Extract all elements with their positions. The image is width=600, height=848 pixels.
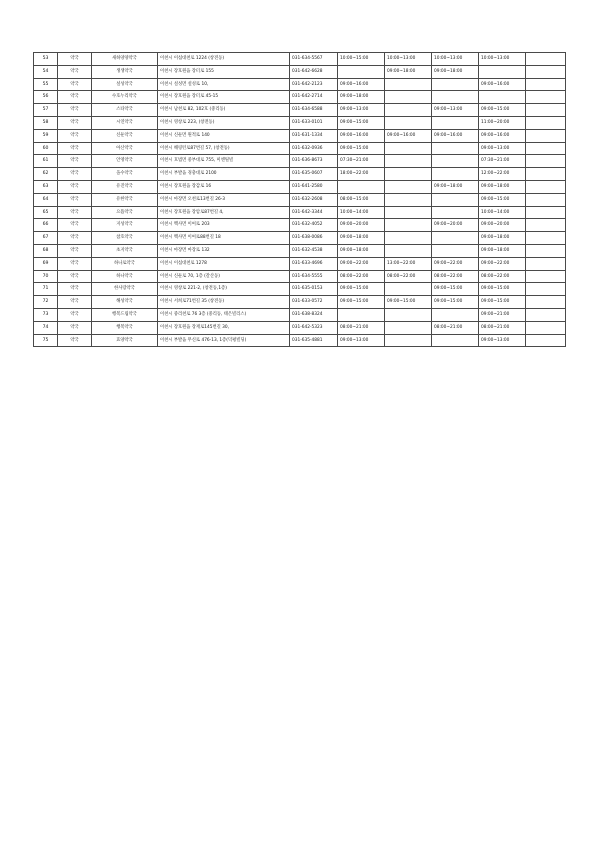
row-name: 안영약국 (92, 155, 158, 168)
row-hours-5 (526, 116, 566, 129)
row-address: 이천시 장호원읍 장터로 45-15 (158, 91, 290, 104)
row-hours-5 (526, 283, 566, 296)
row-name: 신둔약국 (92, 129, 158, 142)
table-row (34, 129, 566, 142)
row-hours-5 (526, 104, 566, 117)
row-hours-4: 12:00~22:00 (479, 168, 526, 181)
row-hours-1: 09:00~16:00 (338, 129, 385, 142)
row-hours-1 (338, 65, 385, 78)
row-phone: 031-636-8673 (290, 155, 338, 168)
row-name: 하나로약국 (92, 257, 158, 270)
row-hours-4 (479, 65, 526, 78)
row-phone: 031-642-2714 (290, 91, 338, 104)
row-hours-3 (432, 206, 479, 219)
pharmacy-table (33, 52, 566, 347)
row-type: 약국 (58, 334, 92, 347)
row-address: 이천시 마장면 오천로13번길 26-3 (158, 193, 290, 206)
row-phone: 031-642-3344 (290, 206, 338, 219)
row-hours-4: 09:00~18:00 (479, 232, 526, 245)
row-name: 하나약국 (92, 270, 158, 283)
table-row (34, 78, 566, 91)
row-number: 66 (34, 219, 58, 232)
row-phone: 031-634-5567 (290, 53, 338, 66)
row-hours-3 (432, 232, 479, 245)
row-phone: 031-635-4881 (290, 334, 338, 347)
row-hours-5 (526, 155, 566, 168)
row-hours-3 (432, 193, 479, 206)
row-hours-3: 09:00~15:00 (432, 283, 479, 296)
row-number: 75 (34, 334, 58, 347)
table-row (34, 334, 566, 347)
table-row (34, 257, 566, 270)
row-hours-4: 09:00~18:00 (479, 244, 526, 257)
row-address: 이천시 백사면 이여로88번길 18 (158, 232, 290, 245)
row-hours-5 (526, 78, 566, 91)
row-phone: 031-632-4052 (290, 219, 338, 232)
row-address: 이천시 백사면 이여로 203 (158, 219, 290, 232)
row-hours-5 (526, 168, 566, 181)
row-address: 이천시 이섭대천로 1278 (158, 257, 290, 270)
row-phone: 031-634-6588 (290, 104, 338, 117)
row-hours-1: 10:00~15:00 (338, 53, 385, 66)
row-hours-5 (526, 244, 566, 257)
row-address: 이천시 서희로71번길 35 (창전동) (158, 296, 290, 309)
row-hours-4: 08:00~22:00 (479, 270, 526, 283)
row-number: 73 (34, 308, 58, 321)
row-hours-3: 09:00~22:00 (432, 257, 479, 270)
row-hours-1: 07:30~21:00 (338, 155, 385, 168)
table-row (34, 104, 566, 117)
row-type: 약국 (58, 65, 92, 78)
row-address: 이천시 호법면 중부대로 755, 미엔틸빌 (158, 155, 290, 168)
row-address: 이천시 해링턴로87번길 57, (창전동) (158, 142, 290, 155)
row-hours-3: 09:00~16:00 (432, 129, 479, 142)
row-hours-3: 08:00~21:00 (432, 321, 479, 334)
row-hours-4: 09:00~15:00 (479, 104, 526, 117)
row-hours-3 (432, 78, 479, 91)
row-name: 수호누리약국 (92, 91, 158, 104)
row-number: 64 (34, 193, 58, 206)
row-hours-1: 09:00~15:00 (338, 142, 385, 155)
row-hours-4: 08:00~21:00 (479, 321, 526, 334)
row-address: 이천시 부발읍 경충대로 2100 (158, 168, 290, 181)
row-phone: 031-632-4538 (290, 244, 338, 257)
row-hours-2: 09:00~18:00 (385, 65, 432, 78)
row-hours-5 (526, 129, 566, 142)
row-name: 을수약국 (92, 168, 158, 181)
row-hours-5 (526, 321, 566, 334)
row-number: 59 (34, 129, 58, 142)
row-phone: 031-632-2608 (290, 193, 338, 206)
row-hours-1: 09:00~20:00 (338, 219, 385, 232)
table-row (34, 142, 566, 155)
row-number: 69 (34, 257, 58, 270)
row-hours-5 (526, 180, 566, 193)
row-hours-5 (526, 142, 566, 155)
row-name: 시연약국 (92, 116, 158, 129)
row-hours-5 (526, 193, 566, 206)
row-hours-3 (432, 155, 479, 168)
row-hours-1: 08:00~22:00 (338, 270, 385, 283)
table-row (34, 308, 566, 321)
table-row (34, 65, 566, 78)
row-hours-1: 08:00~15:00 (338, 193, 385, 206)
row-address: 이천시 영창로 221-2, (창전동,1층) (158, 283, 290, 296)
row-hours-1 (338, 308, 385, 321)
row-hours-4: 09:00~16:00 (479, 129, 526, 142)
row-name: 유한약국 (92, 193, 158, 206)
row-hours-3 (432, 308, 479, 321)
row-address: 이천시 설성면 설성로 10, (158, 78, 290, 91)
row-hours-5 (526, 334, 566, 347)
row-hours-5 (526, 257, 566, 270)
table-row (34, 155, 566, 168)
row-hours-2 (385, 193, 432, 206)
row-number: 74 (34, 321, 58, 334)
row-hours-2 (385, 283, 432, 296)
table-row (34, 283, 566, 296)
row-type: 약국 (58, 53, 92, 66)
row-address: 이천시 마장면 마장로 132 (158, 244, 290, 257)
table-row (34, 193, 566, 206)
row-hours-3 (432, 91, 479, 104)
row-hours-2 (385, 104, 432, 117)
row-hours-3: 09:00~18:00 (432, 180, 479, 193)
row-hours-2 (385, 91, 432, 104)
row-number: 67 (34, 232, 58, 245)
table-row (34, 321, 566, 334)
row-type: 약국 (58, 129, 92, 142)
row-hours-2: 09:00~16:00 (385, 129, 432, 142)
row-phone: 031-632-0936 (290, 142, 338, 155)
row-hours-3 (432, 142, 479, 155)
row-hours-1: 09:00~13:00 (338, 334, 385, 347)
row-hours-2 (385, 116, 432, 129)
table-row (34, 91, 566, 104)
row-name: 초지약국 (92, 244, 158, 257)
row-phone: 031-642-6628 (290, 65, 338, 78)
row-hours-2 (385, 321, 432, 334)
row-hours-4: 10:00~14:00 (479, 206, 526, 219)
table-row (34, 244, 566, 257)
row-phone: 031-635-0153 (290, 283, 338, 296)
row-type: 약국 (58, 321, 92, 334)
row-hours-4: 09:00~13:00 (479, 334, 526, 347)
row-hours-4: 09:00~13:00 (479, 142, 526, 155)
row-hours-4: 09:00~22:00 (479, 257, 526, 270)
row-hours-1: 09:00~18:00 (338, 232, 385, 245)
row-hours-2 (385, 78, 432, 91)
table-row (34, 232, 566, 245)
row-hours-3: 09:00~18:00 (432, 65, 479, 78)
table-row (34, 296, 566, 309)
row-type: 약국 (58, 257, 92, 270)
row-number: 58 (34, 116, 58, 129)
row-hours-4: 09:00~18:00 (479, 180, 526, 193)
row-type: 약국 (58, 296, 92, 309)
row-type: 약국 (58, 168, 92, 181)
row-name: 설성약국 (92, 78, 158, 91)
row-name: 효양약국 (92, 334, 158, 347)
row-hours-3: 10:00~13:00 (432, 53, 479, 66)
row-hours-2 (385, 308, 432, 321)
row-hours-4: 09:00~21:00 (479, 308, 526, 321)
row-phone: 031-633-0101 (290, 116, 338, 129)
row-hours-2 (385, 168, 432, 181)
row-hours-3 (432, 334, 479, 347)
row-hours-1: 09:00~22:00 (338, 257, 385, 270)
row-hours-2 (385, 155, 432, 168)
row-address: 이천시 신둔로 70, 1층 (갈산동) (158, 270, 290, 283)
row-hours-2: 08:00~22:00 (385, 270, 432, 283)
row-type: 약국 (58, 104, 92, 117)
row-address: 이천시 장호원읍 장터로 155 (158, 65, 290, 78)
row-hours-3: 09:00~13:00 (432, 104, 479, 117)
row-hours-2: 09:00~15:00 (385, 296, 432, 309)
row-name: 으뜸약국 (92, 206, 158, 219)
row-address: 이천시 영창로 223, (창전동) (158, 116, 290, 129)
row-hours-4: 09:00~15:00 (479, 296, 526, 309)
row-phone: 031-641-2580 (290, 180, 338, 193)
row-address: 이천시 부발읍 무신로 476-13, 1층(덕평빌딩) (158, 334, 290, 347)
row-name: 지성약국 (92, 219, 158, 232)
row-type: 약국 (58, 219, 92, 232)
row-address: 이천시 신둔면 원적로 140 (158, 129, 290, 142)
table-row (34, 206, 566, 219)
row-type: 약국 (58, 232, 92, 245)
row-address: 이천시 장호원읍 장감로 16 (158, 180, 290, 193)
row-type: 약국 (58, 180, 92, 193)
row-hours-5 (526, 219, 566, 232)
row-phone: 031-638-0086 (290, 232, 338, 245)
row-number: 54 (34, 65, 58, 78)
row-phone: 031-634-5555 (290, 270, 338, 283)
row-hours-5 (526, 296, 566, 309)
row-number: 55 (34, 78, 58, 91)
row-hours-2 (385, 206, 432, 219)
row-type: 약국 (58, 270, 92, 283)
row-hours-2: 10:00~13:00 (385, 53, 432, 66)
table-row (34, 168, 566, 181)
row-name: 스타약국 (92, 104, 158, 117)
row-hours-3: 09:00~20:00 (432, 219, 479, 232)
row-address: 이천시 장호원읍 장재로145번길 30, (158, 321, 290, 334)
row-hours-5 (526, 308, 566, 321)
row-hours-1: 10:00~14:00 (338, 206, 385, 219)
table-row (34, 53, 566, 66)
row-name: 참호약국 (92, 232, 158, 245)
row-type: 약국 (58, 155, 92, 168)
row-hours-4: 09:00~15:00 (479, 193, 526, 206)
row-hours-3 (432, 244, 479, 257)
row-hours-5 (526, 270, 566, 283)
table-row (34, 270, 566, 283)
row-hours-4 (479, 91, 526, 104)
row-phone: 031-638-8324 (290, 308, 338, 321)
row-hours-5 (526, 206, 566, 219)
row-hours-2 (385, 232, 432, 245)
row-number: 53 (34, 53, 58, 66)
row-name: 유진약국 (92, 180, 158, 193)
row-type: 약국 (58, 206, 92, 219)
row-number: 60 (34, 142, 58, 155)
row-hours-1 (338, 180, 385, 193)
row-hours-2 (385, 142, 432, 155)
row-phone: 031-642-2123 (290, 78, 338, 91)
row-hours-2 (385, 180, 432, 193)
row-address: 이천시 장호원읍 장암로87번길 4, (158, 206, 290, 219)
row-type: 약국 (58, 142, 92, 155)
row-address: 이천시 이섭대천로 1224 (창전동) (158, 53, 290, 66)
row-name: 아산약국 (92, 142, 158, 155)
row-number: 65 (34, 206, 58, 219)
row-hours-3 (432, 168, 479, 181)
row-type: 약국 (58, 116, 92, 129)
row-hours-5 (526, 91, 566, 104)
row-phone: 031-631-1334 (290, 129, 338, 142)
row-hours-4: 09:00~20:00 (479, 219, 526, 232)
row-hours-2 (385, 219, 432, 232)
row-type: 약국 (58, 91, 92, 104)
row-type: 약국 (58, 78, 92, 91)
row-number: 63 (34, 180, 58, 193)
table-row (34, 116, 566, 129)
table-row (34, 180, 566, 193)
row-hours-5 (526, 232, 566, 245)
row-number: 72 (34, 296, 58, 309)
row-hours-4: 09:00~16:00 (479, 78, 526, 91)
row-type: 약국 (58, 308, 92, 321)
row-name: 새하양양약국 (92, 53, 158, 66)
row-hours-2: 13:00~22:00 (385, 257, 432, 270)
row-hours-3 (432, 116, 479, 129)
row-phone: 031-635-0607 (290, 168, 338, 181)
row-hours-1: 08:00~21:00 (338, 321, 385, 334)
row-hours-3: 08:00~22:00 (432, 270, 479, 283)
row-hours-1: 09:00~18:00 (338, 91, 385, 104)
row-name: 행복드림약국 (92, 308, 158, 321)
row-hours-3: 09:00~15:00 (432, 296, 479, 309)
row-number: 57 (34, 104, 58, 117)
row-name: 생생약국 (92, 65, 158, 78)
row-hours-1: 09:00~18:00 (338, 244, 385, 257)
row-number: 61 (34, 155, 58, 168)
row-name: 한사랑약국 (92, 283, 158, 296)
row-number: 68 (34, 244, 58, 257)
row-type: 약국 (58, 283, 92, 296)
row-hours-1: 09:00~16:00 (338, 78, 385, 91)
row-type: 약국 (58, 193, 92, 206)
row-hours-2 (385, 334, 432, 347)
row-number: 62 (34, 168, 58, 181)
row-hours-5 (526, 53, 566, 66)
row-hours-1: 09:00~15:00 (338, 116, 385, 129)
row-hours-1: 09:00~15:00 (338, 283, 385, 296)
row-hours-4: 10:00~13:00 (479, 53, 526, 66)
row-address: 이천시 남천로 82, 102호 (중리동) (158, 104, 290, 117)
row-name: 해성약국 (92, 296, 158, 309)
table-row (34, 219, 566, 232)
row-name: 행복약국 (92, 321, 158, 334)
row-phone: 031-633-4696 (290, 257, 338, 270)
row-hours-4: 11:00~20:00 (479, 116, 526, 129)
row-phone: 031-642-5323 (290, 321, 338, 334)
row-hours-5 (526, 65, 566, 78)
row-hours-2 (385, 244, 432, 257)
row-number: 56 (34, 91, 58, 104)
row-hours-4: 09:00~15:00 (479, 283, 526, 296)
row-hours-4: 07:30~21:00 (479, 155, 526, 168)
row-number: 71 (34, 283, 58, 296)
table-body (34, 53, 566, 347)
row-number: 70 (34, 270, 58, 283)
row-hours-1: 09:00~15:00 (338, 296, 385, 309)
row-phone: 031-633-0572 (290, 296, 338, 309)
row-hours-1: 18:00~22:00 (338, 168, 385, 181)
row-address: 이천시 중리천로 76 3층 (중리동, 태은빌리스) (158, 308, 290, 321)
row-hours-1: 09:00~13:00 (338, 104, 385, 117)
row-type: 약국 (58, 244, 92, 257)
